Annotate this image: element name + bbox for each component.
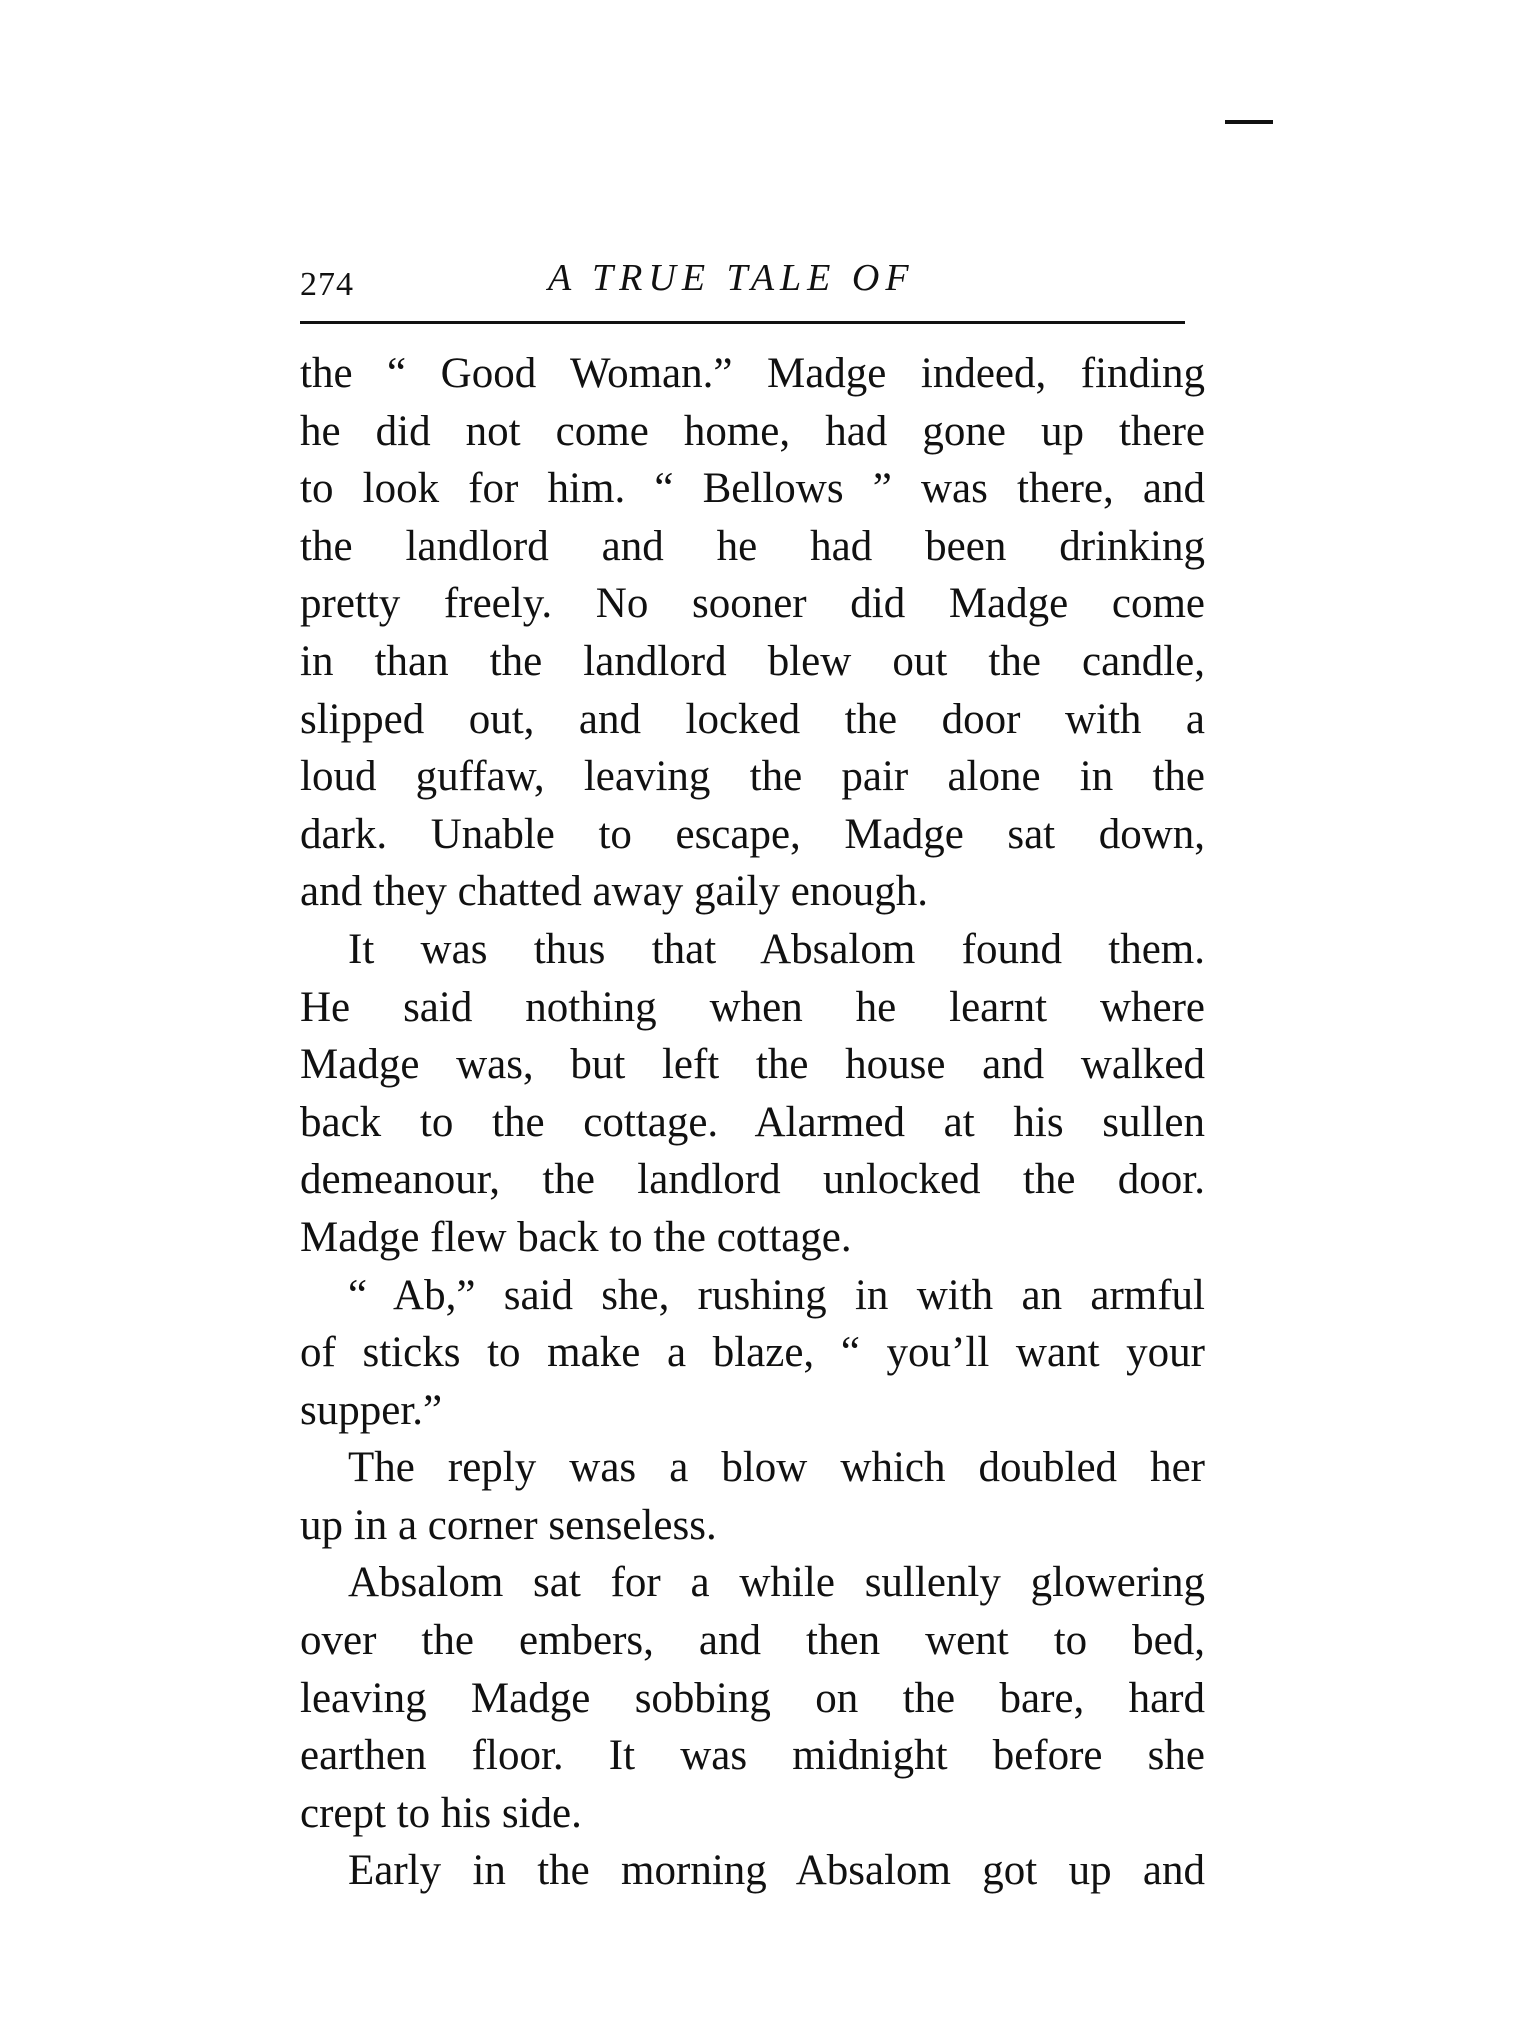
text-line: Early in the morning Absalom got up and xyxy=(348,1847,1205,1895)
body-text xyxy=(300,345,1205,1900)
text-line: “ Ab,” said she, rushing in with an armful xyxy=(348,1271,1205,1319)
text-line: over the embers, and then went to bed, xyxy=(300,1617,1205,1665)
text-line: earthen floor. It was midnight before she xyxy=(300,1732,1205,1780)
text-line: Absalom sat for a while sullenly glowering xyxy=(348,1559,1205,1607)
text-line: dark. Unable to escape, Madge sat down, xyxy=(300,810,1205,858)
text-line: Madge was, but left the house and walked xyxy=(300,1041,1205,1089)
text-line: pretty freely. No sooner did Madge come xyxy=(300,580,1205,628)
running-head: A TRUE TALE OF xyxy=(548,257,915,299)
text-line: He said nothing when he learnt where xyxy=(300,983,1205,1031)
text-line: he did not come home, had gone up there xyxy=(300,407,1205,455)
text-line: in than the landlord blew out the candle, xyxy=(300,637,1205,685)
text-line: It was thus that Absalom found them. xyxy=(348,925,1205,973)
header-rule xyxy=(300,321,1185,324)
page-edge-mark xyxy=(1225,120,1273,124)
text-line: the “ Good Woman.” Madge indeed, finding xyxy=(300,350,1205,397)
text-line: back to the cottage. Alarmed at his sullen xyxy=(300,1098,1205,1146)
text-line: the landlord and he had been drinking xyxy=(300,522,1205,570)
text-line: The reply was a blow which doubled her xyxy=(348,1444,1205,1492)
text-line: loud guffaw, leaving the pair alone in the xyxy=(300,753,1205,801)
page-number: 274 xyxy=(300,266,354,303)
text-line: of sticks to make a blaze, “ you’ll want your xyxy=(300,1329,1205,1377)
text-line: Madge flew back to the cottage. xyxy=(300,1213,852,1261)
text-line: up in a corner senseless. xyxy=(300,1501,717,1549)
text-line: crept to his side. xyxy=(300,1789,582,1837)
text-line: to look for him. “ Bellows ” was there, and xyxy=(300,465,1205,513)
text-line: leaving Madge sobbing on the bare, hard xyxy=(300,1674,1205,1722)
text-line: and they chatted away gaily enough. xyxy=(300,868,929,916)
text-line: demeanour, the landlord unlocked the door. xyxy=(300,1156,1205,1204)
text-line: supper.” xyxy=(300,1386,443,1434)
page-header xyxy=(300,250,1185,320)
text-line: slipped out, and locked the door with a xyxy=(300,695,1205,743)
